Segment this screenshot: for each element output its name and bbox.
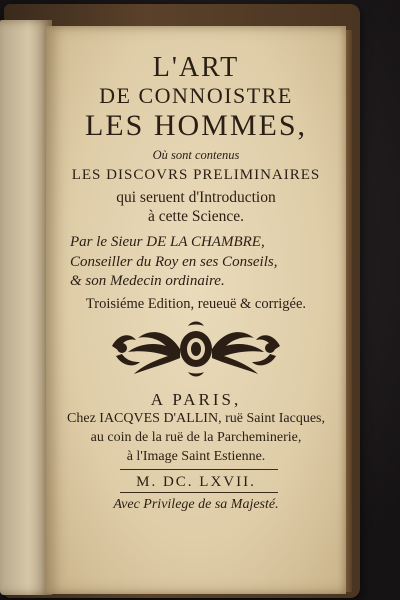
publisher-line-3: à l'Image Saint Estienne.: [126, 449, 266, 464]
floral-ornament-icon: [108, 320, 284, 378]
title-page: [46, 26, 346, 594]
left-page-edge: [0, 20, 52, 595]
subtitle-line-3: qui seruent d'Introduction: [116, 189, 276, 206]
subtitle-line-4: à cette Science.: [148, 208, 244, 225]
publisher-line-2: au coin de la ruë de la Parcheminerie,: [90, 430, 302, 445]
author-line-3: & son Medecin ordinaire.: [70, 273, 225, 289]
author-line-2: Conseiller du Roy en ses Conseils,: [70, 254, 278, 270]
title-line-3: LES HOMMES,: [84, 109, 308, 142]
subtitle-line-1: Où sont contenus: [152, 148, 240, 162]
author-line-1: Par le Sieur DE LA CHAMBRE,: [70, 234, 265, 250]
subtitle-line-2: LES DISCOVRS PRELIMINAIRES: [71, 167, 321, 183]
royal-privilege: Avec Privilege de sa Majesté.: [113, 497, 279, 512]
publisher-line-1: Chez IACQVES D'ALLIN, ruë Saint Iacques,: [67, 411, 325, 426]
divider-top: [120, 469, 278, 470]
title-line-2: DE CONNOISTRE: [99, 83, 293, 108]
edition-statement: Troisiéme Edition, reueuë & corrigée.: [85, 296, 307, 312]
divider-bottom: [120, 492, 278, 493]
publication-year: M. DC. LXVII.: [136, 474, 256, 490]
imprint-place: A PARIS,: [150, 390, 242, 409]
title-line-1: L'ART: [152, 52, 240, 83]
